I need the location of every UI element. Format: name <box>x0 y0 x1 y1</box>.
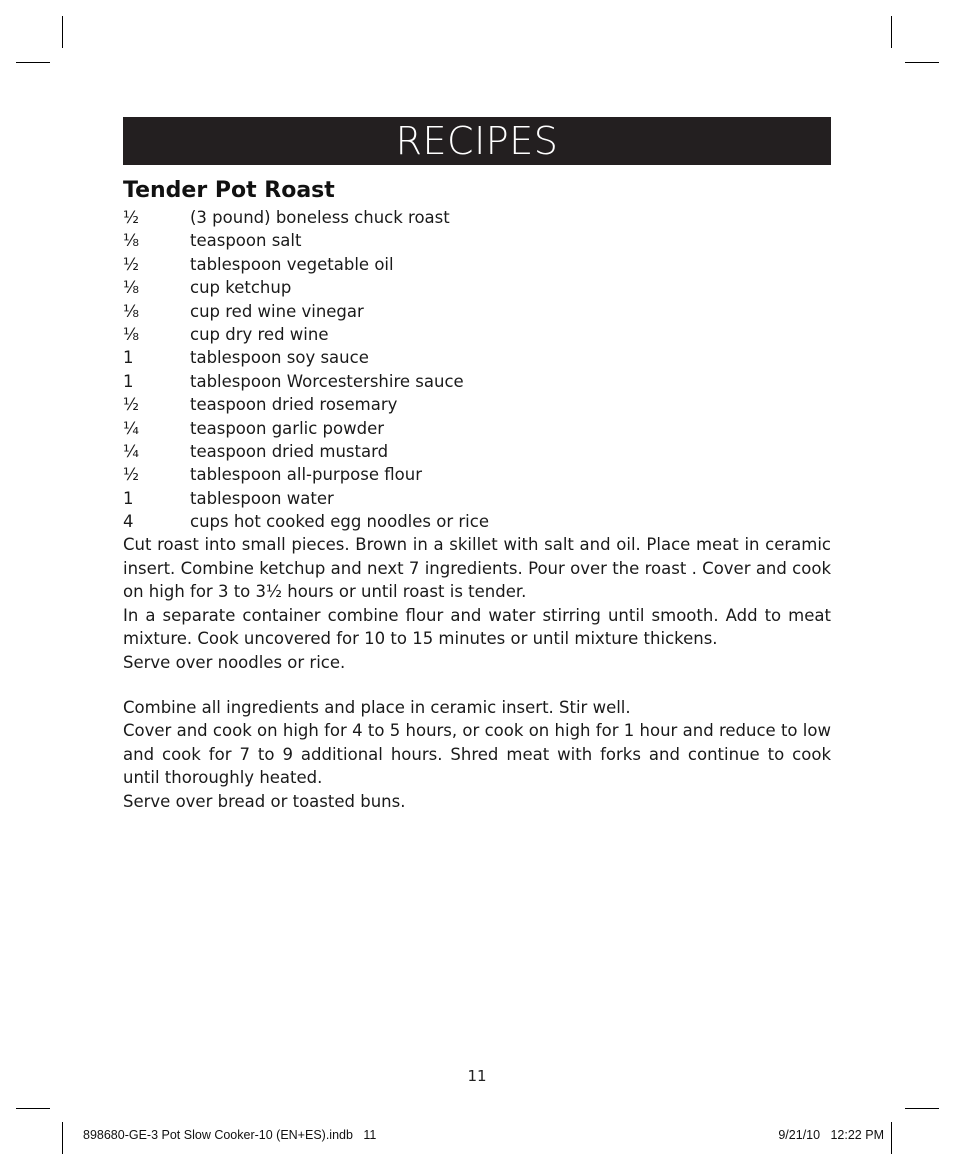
crop-mark <box>16 62 50 63</box>
ingredient-name: cups hot cooked egg noodles or rice <box>190 512 489 532</box>
crop-mark <box>62 16 63 48</box>
ingredient-row <box>123 253 831 276</box>
ingredient-row <box>123 510 831 533</box>
ingredient-quantity: ⅛ <box>123 324 139 344</box>
crop-mark <box>891 1122 892 1154</box>
ingredient-row <box>123 463 831 486</box>
direction-paragraph: Combine all ingredients and place in ceramic insert. Stir well. <box>123 697 631 717</box>
ingredient-name: tablespoon water <box>190 488 334 508</box>
ingredient-quantity: ⅛ <box>123 278 139 298</box>
ingredient-quantity: ⅛ <box>123 301 139 321</box>
ingredient-row <box>123 440 831 463</box>
crop-mark <box>62 1122 63 1154</box>
ingredient-quantity: ⅛ <box>123 231 139 251</box>
direction-paragraph: Cover and cook on high for 4 to 5 hours, or cook on high for 1 hour and reduce to low and cook for 7 to 9 additional hours. Shred meat with forks and continue to cook until thoroughly heated. <box>123 721 831 788</box>
crop-mark <box>891 16 892 48</box>
ingredient-quantity: ¼ <box>123 418 139 438</box>
ingredient-name: cup ketchup <box>190 278 292 298</box>
ingredient-quantity: ½ <box>123 395 139 415</box>
direction-paragraph: Serve over bread or toasted buns. <box>123 791 406 811</box>
ingredient-name: cup dry red wine <box>190 324 329 344</box>
ingredient-name: tablespoon soy sauce <box>190 348 369 368</box>
ingredient-quantity: 1 <box>123 348 134 368</box>
direction-paragraph: Serve over noodles or rice. <box>123 652 346 672</box>
ingredient-quantity: ½ <box>123 254 139 274</box>
ingredient-row <box>123 276 831 299</box>
direction-paragraph: In a separate container combine flour and water stirring until smooth. Add to meat mixture. Cook uncovered for 10 to 15 minutes or until mixture thickens. <box>123 605 831 649</box>
ingredient-row <box>123 300 831 323</box>
banner-title: RECIPES <box>395 119 559 163</box>
crop-mark <box>16 1108 50 1109</box>
ingredient-list <box>123 206 831 533</box>
ingredient-row <box>123 487 831 510</box>
ingredient-quantity: ½ <box>123 208 139 227</box>
ingredient-name: (3 pound) boneless chuck roast <box>190 208 450 227</box>
ingredient-row <box>123 370 831 393</box>
ingredient-quantity: ½ <box>123 465 139 485</box>
ingredient-quantity: 1 <box>123 488 134 508</box>
extra-directions <box>123 696 831 813</box>
recipe-title: Tender Pot Roast <box>123 178 335 203</box>
ingredient-name: teaspoon dried rosemary <box>190 395 398 415</box>
ingredient-name: teaspoon garlic powder <box>190 418 385 438</box>
ingredient-name: teaspoon dried mustard <box>190 441 389 461</box>
ingredient-quantity: ¼ <box>123 441 139 461</box>
ingredient-name: cup red wine vinegar <box>190 301 364 321</box>
ingredient-row <box>123 393 831 416</box>
ingredient-row <box>123 206 831 229</box>
print-slug-file: 898680-GE-3 Pot Slow Cooker-10 (EN+ES).indb 11 <box>83 1128 377 1142</box>
ingredient-quantity: 4 <box>123 512 134 532</box>
ingredient-row <box>123 323 831 346</box>
page-number: 11 <box>467 1067 487 1085</box>
recipes-banner <box>123 117 831 165</box>
recipe-directions <box>123 533 831 673</box>
ingredient-name: tablespoon all-purpose flour <box>190 465 422 485</box>
ingredient-row <box>123 417 831 440</box>
crop-mark <box>905 1108 939 1109</box>
crop-mark <box>905 62 939 63</box>
recipe-section <box>123 176 831 813</box>
direction-paragraph: Cut roast into small pieces. Brown in a skillet with salt and oil. Place meat in ceramic insert. Combine ketchup and next 7 ingredients. Pour over the roast . Cover and cook on high for 3 to 3½ hours or until roast is tender. <box>123 535 831 602</box>
print-slug-datetime: 9/21/10 12:22 PM <box>778 1128 884 1142</box>
ingredient-name: tablespoon Worcestershire sauce <box>190 371 464 391</box>
ingredient-quantity: 1 <box>123 371 134 391</box>
ingredient-name: tablespoon vegetable oil <box>190 254 394 274</box>
ingredient-row <box>123 346 831 369</box>
ingredient-name: teaspoon salt <box>190 231 302 251</box>
ingredient-row <box>123 229 831 252</box>
